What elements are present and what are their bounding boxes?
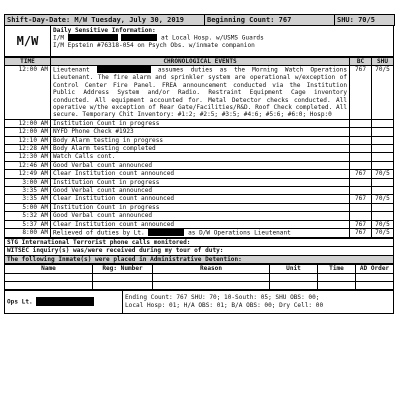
entry-shu xyxy=(372,178,394,186)
redaction-bar xyxy=(121,34,157,41)
entry-time: 5:37 AM xyxy=(5,220,51,228)
admin-col-header: Reason xyxy=(153,265,270,273)
entry-shu xyxy=(372,161,394,169)
entry-shu xyxy=(372,119,394,127)
redaction-bar xyxy=(148,229,184,236)
entry-event: Clear Institution count announced xyxy=(51,195,350,203)
redaction-bar xyxy=(36,297,94,306)
entry-time: 12:00 AM xyxy=(5,128,51,136)
entry-time: 12:49 AM xyxy=(5,170,51,178)
col-time-header: TIME xyxy=(5,58,51,66)
unit-code: M/W xyxy=(5,26,51,57)
entry-event: Body Alarm testing in progress xyxy=(51,136,350,144)
entry-event: Relieved of duties by Lt. as D/W Operations Lieutenant xyxy=(51,229,350,238)
entry-bc: 767 xyxy=(350,220,372,228)
entry-bc xyxy=(350,153,372,161)
entry-time: 8:00 AM xyxy=(5,229,51,238)
col-shu-header: SHU xyxy=(372,58,394,66)
table-row xyxy=(5,66,394,119)
entry-time: 3:00 AM xyxy=(5,178,51,186)
entry-time: 12:10 AM xyxy=(5,136,51,144)
ending-count-line-2: Local Hosp: 01; H/A OBS: 01; B/A OBS: 00; Dry Cell: 00 xyxy=(125,301,324,309)
footer-block xyxy=(4,238,394,264)
entry-bc xyxy=(350,178,372,186)
stg-line: STG International Terrorist phone calls monitored: xyxy=(5,238,394,246)
entry-event: NYFD Phone Check #1923 xyxy=(51,128,350,136)
header-bar xyxy=(4,14,395,26)
entry-time: 12:46 AM xyxy=(5,161,51,169)
entry-time: 3:35 AM xyxy=(5,187,51,195)
table-row xyxy=(5,187,394,195)
table-row xyxy=(5,128,394,136)
entry-time: 5:32 AM xyxy=(5,212,51,220)
entry-shu: 70/5 xyxy=(372,229,394,238)
table-row xyxy=(5,178,394,186)
col-bc-header: BC xyxy=(350,58,372,66)
entry-bc xyxy=(350,128,372,136)
signature-block xyxy=(4,290,394,314)
entry-shu: 70/5 xyxy=(372,195,394,203)
entry-bc xyxy=(350,161,372,169)
table-row xyxy=(5,212,394,220)
sensitive-info-block xyxy=(4,26,394,57)
admin-col-header: AD Order xyxy=(356,265,394,273)
entry-bc xyxy=(350,144,372,152)
entry-shu xyxy=(372,136,394,144)
entry-event: Clear Institution count announced xyxy=(51,170,350,178)
admin-col-header: Time xyxy=(318,265,356,273)
entry-bc: 767 xyxy=(350,170,372,178)
redaction-bar xyxy=(97,66,151,73)
beginning-count: Beginning Count: 767 xyxy=(205,15,335,26)
entry-event: Institution Count in progress xyxy=(51,178,350,186)
entry-bc xyxy=(350,119,372,127)
watch-log-document xyxy=(4,14,394,399)
entry-bc xyxy=(350,212,372,220)
entry-event: Watch Calls cont. xyxy=(51,153,350,161)
entry-bc: 767 xyxy=(350,66,372,119)
entry-bc: 767 xyxy=(350,229,372,238)
entry-shu: 70/5 xyxy=(372,170,394,178)
redaction-bar xyxy=(68,34,118,41)
witsec-line: WITSEC inquiry(s) was/were received during my tour of duty: xyxy=(5,247,394,255)
entry-time: 12:28 AM xyxy=(5,144,51,152)
entry-time: 12:30 AM xyxy=(5,153,51,161)
admin-col-header: Reg: Number xyxy=(93,265,153,273)
log-table xyxy=(4,57,394,238)
table-row xyxy=(5,220,394,228)
entry-bc xyxy=(350,203,372,211)
col-events-header: CHRONOLOGICAL EVENTS xyxy=(51,58,350,66)
table-row xyxy=(5,229,394,238)
table-row xyxy=(5,153,394,161)
entry-shu xyxy=(372,153,394,161)
ops-lt-signature: Ops Lt. xyxy=(5,290,123,313)
shu-count: SHU: 70/5 xyxy=(335,15,395,26)
entry-event: Institution Count in progress xyxy=(51,203,350,211)
admin-detention-table xyxy=(4,264,394,289)
admin-col-header: Unit xyxy=(270,265,318,273)
entry-shu xyxy=(372,203,394,211)
entry-time: 12:00 AM xyxy=(5,119,51,127)
sensitive-info-title: Daily Sensitive Information: xyxy=(53,27,156,34)
entry-shu xyxy=(372,128,394,136)
table-row xyxy=(5,161,394,169)
sensitive-line-1: I/M at Local Hosp. w/USMS Guards xyxy=(53,34,264,42)
entry-shu xyxy=(372,187,394,195)
admin-detention-line: The following Inmate(s) were placed in Administrative Detention: xyxy=(5,255,394,263)
entry-time: 5:00 AM xyxy=(5,203,51,211)
entry-event: Body Alarm testing completed xyxy=(51,144,350,152)
ending-count-line-1: Ending Count: 767 SHU: 70; 10-South: 05; SHU OBS: 00; xyxy=(125,294,320,302)
table-row xyxy=(5,119,394,127)
entry-time: 3:35 AM xyxy=(5,195,51,203)
entry-shu: 70/5 xyxy=(372,220,394,228)
entry-shu: 70/5 xyxy=(372,66,394,119)
entry-shu xyxy=(372,144,394,152)
entry-event: Lieutenant assumes duties as the Morning Watch Operations Lieutenant. The fire alarm and sprinkler system are operational w/exception of Control Center Fire Panel. FREA announcement conducted via the Institution Public Address System and/or Radio. Restraint Equipment Cage inventory conducted. All equipment accounted for. Metal Detector checks conducted. All operative w/the exception of Rear Gate/Facilities/R&D. Roof Check completed. All secure. Temporary Chit Inventory: #1:2; #2:5; #3:5; #4:6; #5:6; #6:0; Hosp:0 xyxy=(51,66,350,119)
entry-event: Good Verbal count announced xyxy=(51,212,350,220)
entry-time: 12:00 AM xyxy=(5,66,51,119)
entry-event: Good Verbal count announced xyxy=(51,161,350,169)
table-row xyxy=(5,170,394,178)
entry-bc xyxy=(350,187,372,195)
entry-bc xyxy=(350,136,372,144)
sensitive-line-2: I/M Epstein #76318-054 on Psych Obs. w/inmate companion xyxy=(53,42,255,50)
entry-event: Good Verbal count announced xyxy=(51,187,350,195)
table-row xyxy=(5,203,394,211)
shift-day-date: Shift-Day-Date: M/W Tuesday, July 30, 2019 xyxy=(5,15,205,26)
entry-bc: 767 xyxy=(350,195,372,203)
entry-event: Clear Institution count announced xyxy=(51,220,350,228)
entry-event: Institution Count in progress xyxy=(51,119,350,127)
table-row xyxy=(5,136,394,144)
table-row xyxy=(5,144,394,152)
table-row xyxy=(5,195,394,203)
entry-shu xyxy=(372,212,394,220)
admin-col-header: Name xyxy=(5,265,93,273)
